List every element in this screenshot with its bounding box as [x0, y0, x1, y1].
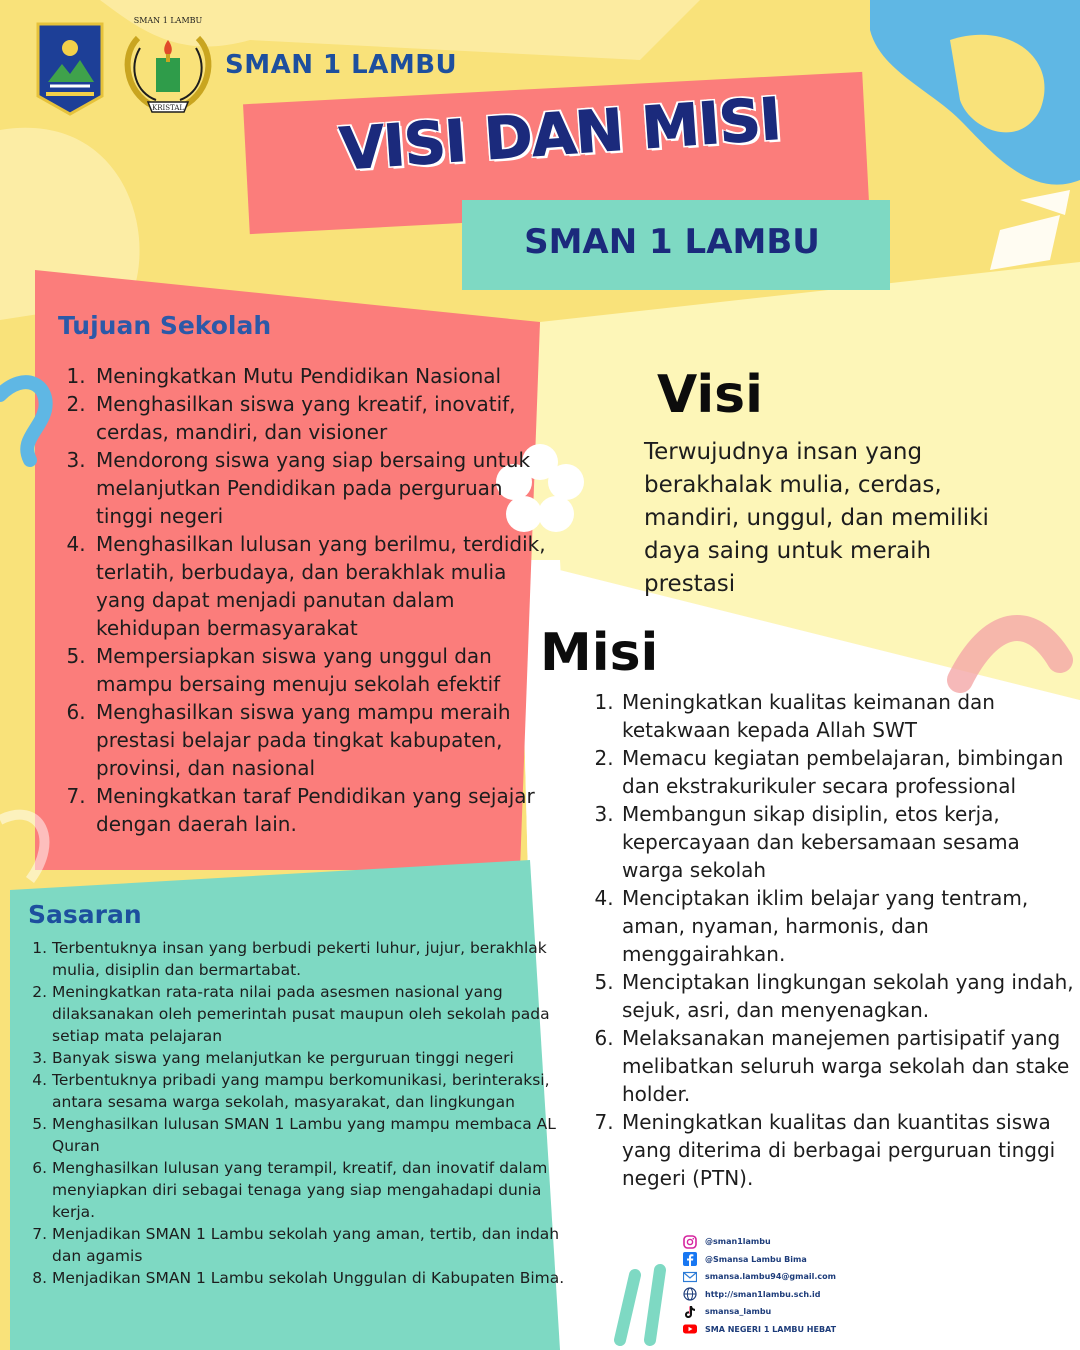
list-item: 7. Meningkatkan kualitas dan kuantitas siswa yang diterima di berbagai perguruan tinggi negeri (PTN).: [620, 1108, 1080, 1192]
email-icon: [683, 1270, 697, 1284]
social-tiktok[interactable]: [683, 1303, 903, 1321]
social-instagram[interactable]: [683, 1233, 903, 1251]
social-label: SMA NEGERI 1 LAMBU HEBAT: [705, 1324, 837, 1334]
list-item: 5. Menghasilkan lulusan SMAN 1 Lambu yang mampu membaca AL Quran: [52, 1113, 587, 1157]
list-item: 7. Menjadikan SMAN 1 Lambu sekolah yang aman, tertib, dan indah dan agamis: [52, 1223, 587, 1267]
youtube-icon: [683, 1322, 697, 1336]
list-item: 5. Menciptakan lingkungan sekolah yang indah, sejuk, asri, dan menyenagkan.: [620, 968, 1080, 1024]
list-item: 7. Meningkatkan taraf Pendidikan yang sejajar dengan daerah lain.: [92, 782, 562, 838]
list-item: 1. Meningkatkan kualitas keimanan dan ketakwaan kepada Allah SWT: [620, 688, 1080, 744]
social-facebook[interactable]: [683, 1251, 903, 1269]
social-website[interactable]: [683, 1286, 903, 1304]
list-item: 6. Menghasilkan siswa yang mampu meraih prestasi belajar pada tingkat kabupaten, provinsi, dan nasional: [92, 698, 562, 782]
social-label: smansa_lambu: [705, 1307, 772, 1317]
page-subtitle: SMAN 1 LAMBU: [524, 222, 820, 262]
list-item: 4. Terbentuknya pribadi yang mampu berkomunikasi, berinteraksi, antara sesama warga sekolah, masyarakat, dan lingkungan: [52, 1069, 587, 1113]
list-item: 2. Memacu kegiatan pembelajaran, bimbingan dan ekstrakurikuler secara professional: [620, 744, 1080, 800]
list-item: 2. Menghasilkan siswa yang kreatif, inovatif, cerdas, mandiri, dan visioner: [92, 390, 562, 446]
facebook-icon: [683, 1252, 697, 1266]
government-emblem-icon: [36, 22, 104, 116]
logo-text-top: SMAN 1 LAMBU: [133, 16, 203, 25]
social-label: http://sman1lambu.sch.id: [705, 1289, 821, 1299]
list-item: 6. Menghasilkan lulusan yang terampil, kreatif, dan inovatif dalam menyiapkan diri sebagai tenaga yang siap mengahadapi dunia kerja.: [52, 1157, 587, 1223]
social-links: [683, 1233, 903, 1338]
visi-text: Terwujudnya insan yang berakhalak mulia, cerdas, mandiri, unggul, dan memiliki daya saing untuk meraih prestasi: [644, 439, 989, 597]
social-label: @Smansa Lambu Bima: [705, 1254, 807, 1264]
globe-icon: [683, 1287, 697, 1301]
social-youtube[interactable]: [683, 1321, 903, 1339]
tiktok-icon: [683, 1305, 697, 1319]
list-item: 1. Terbentuknya insan yang berbudi pekerti luhur, jujur, berakhlak mulia, disiplin dan bermartabat.: [52, 937, 587, 981]
page-title: VISI DAN MISI: [337, 84, 783, 184]
misi-heading: Misi: [540, 623, 659, 683]
list-item: 8. Menjadikan SMAN 1 Lambu sekolah Unggulan di Kabupaten Bima.: [52, 1267, 587, 1289]
tujuan-list: [60, 362, 562, 838]
instagram-icon: [683, 1235, 697, 1249]
list-item: 6. Melaksanakan manejemen partisipatif yang melibatkan seluruh warga sekolah dan stake holder.: [620, 1024, 1080, 1108]
list-item: 3. Membangun sikap disiplin, etos kerja, kepercayaan dan kebersamaan sesama warga sekolah: [620, 800, 1080, 884]
social-label: @sman1lambu: [705, 1237, 771, 1247]
list-item: 1. Meningkatkan Mutu Pendidikan Nasional: [92, 362, 562, 390]
misi-list: [596, 688, 1080, 1192]
sasaran-heading: Sasaran: [28, 900, 142, 929]
list-item: 4. Menciptakan iklim belajar yang tentram, aman, nyaman, harmonis, dan menggairahkan.: [620, 884, 1080, 968]
list-item: 2. Meningkatkan rata-rata nilai pada asesmen nasional yang dilaksanakan oleh pemerintah pusat maupun oleh sekolah pada setiap mata pelajaran: [52, 981, 587, 1047]
visi-heading: Visi: [657, 365, 763, 425]
tujuan-heading: Tujuan Sekolah: [58, 311, 272, 340]
list-item: 3. Banyak siswa yang melanjutkan ke perguruan tinggi negeri: [52, 1047, 587, 1069]
logo-text-bottom: KRISTAL: [151, 104, 185, 112]
sasaran-list: [22, 937, 587, 1289]
social-email[interactable]: [683, 1268, 903, 1286]
list-item: 5. Mempersiapkan siswa yang unggul dan mampu bersaing menuju sekolah efektif: [92, 642, 562, 698]
list-item: 4. Menghasilkan lulusan yang berilmu, terdidik, terlatih, berbudaya, dan berakhlak mulia yang dapat menjadi panutan dalam kehidupan bermasyarakat: [92, 530, 562, 642]
social-label: smansa.lambu94@gmail.com: [705, 1272, 836, 1282]
brand-name: SMAN 1 LAMBU: [225, 50, 458, 80]
list-item: 3. Mendorong siswa yang siap bersaing untuk melanjutkan Pendidikan pada perguruan tinggi negeri: [92, 446, 562, 530]
